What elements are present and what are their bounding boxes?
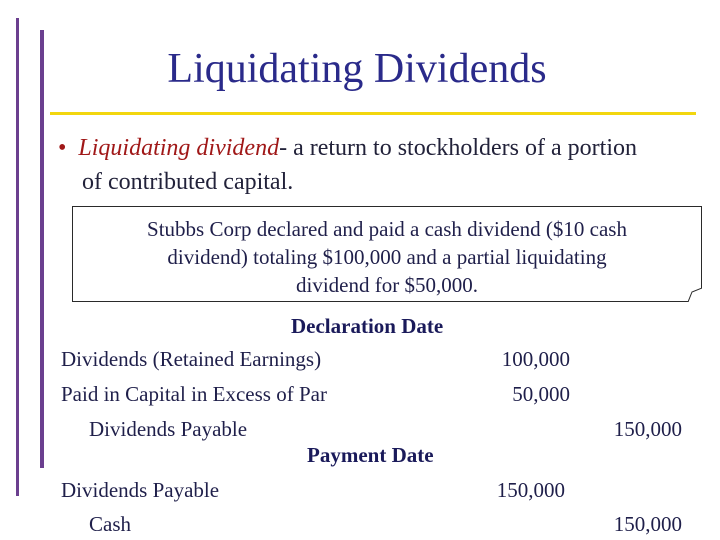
title-underline xyxy=(50,112,696,115)
left-accent-bar-outer xyxy=(16,18,19,496)
page-fold-icon xyxy=(688,288,702,302)
payment-entry-2-credit: 150,000 xyxy=(613,512,682,536)
declaration-entry-2-account: Paid in Capital in Excess of Par xyxy=(61,382,327,406)
declaration-entry-2-debit: 50,000 xyxy=(512,382,570,406)
definition-term: Liquidating dividend xyxy=(78,135,280,161)
definition-text-line2: of contributed capital. xyxy=(82,169,294,195)
example-line2: dividend) totaling $100,000 and a partial liquidating xyxy=(167,245,607,269)
payment-date-heading: Payment Date xyxy=(307,443,434,467)
payment-entry-2-account: Cash xyxy=(89,512,131,536)
definition-bullet xyxy=(58,131,698,199)
declaration-date-heading: Declaration Date xyxy=(291,314,444,338)
declaration-entry-3-account: Dividends Payable xyxy=(89,417,248,441)
definition-text-line1: - a return to stockholders of a portion xyxy=(279,135,637,161)
declaration-entry-3-credit: 150,000 xyxy=(613,417,682,441)
example-line1: Stubbs Corp declared and paid a cash dividend ($10 cash xyxy=(147,217,627,241)
declaration-entry-1-debit: 100,000 xyxy=(501,347,570,371)
slide-title: Liquidating Dividends xyxy=(167,46,547,92)
payment-entry-1-debit: 150,000 xyxy=(496,478,565,502)
example-line3: dividend for $50,000. xyxy=(296,273,478,297)
example-callout-box xyxy=(72,206,702,302)
payment-entry-1-account: Dividends Payable xyxy=(61,478,220,502)
declaration-entry-1-account: Dividends (Retained Earnings) xyxy=(61,347,322,371)
bullet-dot: • xyxy=(58,135,67,161)
